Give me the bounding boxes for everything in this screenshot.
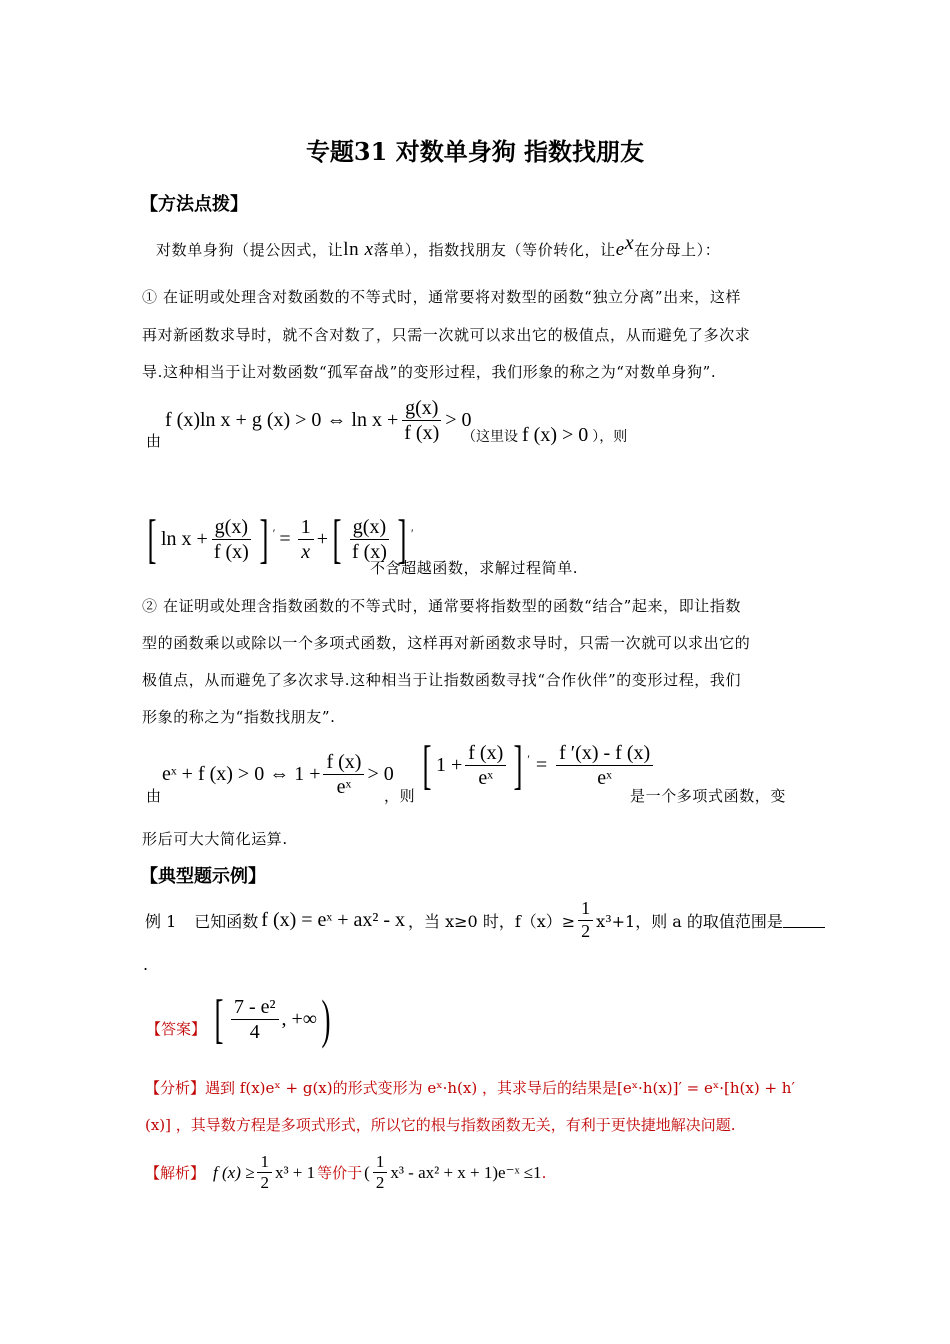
eq2-num: g(x) bbox=[212, 515, 251, 540]
eq3-tail-2: 形后可大大简化运算. bbox=[142, 830, 288, 848]
answer-num: 7 - e² bbox=[231, 995, 279, 1020]
example-half bbox=[578, 898, 593, 942]
eq3-comma: ，则 bbox=[384, 787, 416, 805]
eq2-den: f (x) bbox=[213, 540, 249, 563]
eq1-you: 由 bbox=[146, 432, 162, 450]
p2-line-3: 极值点，从而避免了多次求导.这种相当于让指数函数寻找“合作伙伴”的变形过程，我们 bbox=[142, 671, 742, 689]
solution-label: 【解析】 bbox=[145, 1164, 206, 1183]
answer-interval bbox=[210, 989, 335, 1049]
page-title: 专题31 对数单身狗 指数找朋友 bbox=[305, 137, 645, 166]
eq2-right-bracket-2: ] bbox=[397, 509, 407, 569]
eq1-gt: > 0 bbox=[445, 409, 472, 431]
analysis-line-2: (x)] ，其导数方程是多项式形式，所以它的根与指数函数无关，有利于更快捷地解决问题. bbox=[145, 1116, 736, 1134]
intro-text-b: 落单），指数找朋友（等价转化，让 bbox=[373, 241, 616, 259]
answer-tail: , +∞ bbox=[281, 1007, 318, 1030]
eq3-prime: ′ bbox=[527, 751, 530, 766]
analysis-line-1 bbox=[145, 1077, 795, 1098]
solution-half-2 bbox=[373, 1152, 388, 1194]
eq3-right-bracket: ] bbox=[513, 735, 523, 795]
answer-label: 【答案】 bbox=[146, 1020, 207, 1038]
section-heading-method: 【方法点拨】 bbox=[140, 194, 248, 215]
answer-left-bracket: [ bbox=[214, 989, 224, 1049]
eq1-fraction bbox=[401, 396, 442, 445]
example-half-num: 1 bbox=[578, 898, 593, 921]
solution-half2-den: 2 bbox=[375, 1173, 385, 1193]
p1-line-1: ① 在证明或处理含对数函数的不等式时，通常要将对数型的函数“独立分离”出来，这样 bbox=[142, 288, 742, 306]
eq2-tail: 不含超越函数，求解过程简单. bbox=[370, 559, 579, 577]
eq3-fraction bbox=[323, 750, 364, 799]
eq3-b-den: eˣ bbox=[478, 766, 494, 789]
intro-text-c: 在分母上）： bbox=[634, 241, 721, 259]
eq2-den-2: f (x) bbox=[351, 540, 387, 563]
eq2-plus: + bbox=[316, 527, 328, 550]
analysis-label: 【分析】 bbox=[145, 1079, 206, 1097]
solution-mid: x³ + 1 bbox=[274, 1162, 316, 1182]
equation-1 bbox=[165, 396, 472, 445]
eq2-one-over-x bbox=[298, 515, 314, 564]
eq3-lhs: eˣ + f (x) > 0 ⇔ 1 + bbox=[162, 763, 321, 785]
intro-x: x bbox=[364, 239, 374, 260]
eq3-you: 由 bbox=[146, 787, 162, 805]
eq2-one: 1 bbox=[298, 515, 314, 540]
answer-blank bbox=[783, 913, 825, 928]
example-half-den: 2 bbox=[581, 920, 591, 941]
eq3-eq: = bbox=[535, 753, 548, 776]
section-heading-examples: 【典型题示例】 bbox=[140, 866, 266, 887]
p2-line-1: ② 在证明或处理含指数函数的不等式时，通常要将指数型的函数“结合”起来，即让指数 bbox=[142, 597, 742, 615]
eq3-r-num: f ′(x) - f (x) bbox=[556, 741, 653, 766]
p2-line-4: 形象的称之为“指数找朋友”. bbox=[142, 708, 336, 726]
eq2-eq: = bbox=[279, 527, 291, 550]
eq2-ln: ln x + bbox=[160, 527, 208, 550]
eq3-r-den: eˣ bbox=[597, 766, 612, 789]
intro-e: e bbox=[615, 239, 625, 260]
solution-half bbox=[257, 1152, 272, 1194]
intro-line bbox=[156, 232, 720, 261]
eq1-note-b: ），则 bbox=[592, 428, 628, 445]
p1-line-2: 再对新函数求导时，就不含对数了，只需一次就可以求出它的极值点，从而避免了多次求 bbox=[142, 326, 751, 344]
example-function: f (x) = eˣ + ax² - x bbox=[261, 908, 406, 931]
intro-e-exponent: x bbox=[624, 232, 635, 254]
solution-equiv: 等价于 bbox=[317, 1164, 363, 1183]
eq1-note-a: （这里设 bbox=[462, 428, 518, 445]
eq3-tail-1: 是一个多项式函数，变 bbox=[630, 787, 787, 805]
example-text-a: 已知函数 bbox=[194, 911, 259, 931]
eq3-den: eˣ bbox=[336, 776, 352, 798]
eq3-gt: > 0 bbox=[367, 763, 394, 785]
eq3-left-bracket: [ bbox=[422, 735, 432, 795]
eq3-b-one: 1 + bbox=[435, 753, 463, 776]
eq1-num: g(x) bbox=[402, 396, 441, 421]
intro-text-a: 对数单身狗（提公因式，让 bbox=[156, 241, 344, 259]
eq2-num-2: g(x) bbox=[350, 515, 389, 540]
answer-right-paren: ) bbox=[321, 989, 331, 1049]
example-1 bbox=[145, 898, 825, 942]
equation-3 bbox=[162, 750, 394, 799]
example-label: 例 1 bbox=[145, 911, 177, 931]
equation-3-derivative bbox=[418, 735, 656, 795]
p1-line-3: 导.这种相当于让对数函数“孤军奋战”的变形过程，我们形象的称之为“对数单身狗”. bbox=[142, 363, 717, 381]
solution-open-paren: ( bbox=[364, 1162, 370, 1182]
eq2-right-bracket: ] bbox=[259, 509, 269, 569]
answer-fraction bbox=[231, 995, 279, 1044]
eq2-left-bracket: [ bbox=[147, 509, 157, 569]
solution-half2-num: 1 bbox=[373, 1152, 388, 1173]
example-dot: . bbox=[143, 955, 149, 974]
eq1-den: f (x) bbox=[404, 422, 440, 444]
solution-line bbox=[145, 1152, 546, 1194]
analysis-text-1: 遇到 f(x)eˣ + g(x)的形式变形为 eˣ·h(x) ，其求导后的结果是[eˣ·h(x)]′ = eˣ·[h(x) + h′ bbox=[205, 1079, 795, 1097]
eq2-prime-2: ′ bbox=[410, 525, 414, 540]
eq1-note bbox=[462, 424, 627, 447]
solution-expr: x³ - ax² + x + 1)e⁻ˣ ≤1 bbox=[390, 1162, 542, 1182]
eq3-b-fraction bbox=[465, 741, 506, 790]
eq3-num: f (x) bbox=[323, 750, 364, 775]
eq3-b-num: f (x) bbox=[465, 741, 506, 766]
eq2-x: x bbox=[301, 540, 311, 563]
eq2-left-bracket-2: [ bbox=[332, 509, 342, 569]
solution-half-num: 1 bbox=[257, 1152, 272, 1173]
example-text-c: x³+1，则 a 的取值范围是 bbox=[596, 911, 783, 931]
solution-end: . bbox=[541, 1163, 547, 1182]
solution-half-den: 2 bbox=[260, 1173, 269, 1193]
answer-den: 4 bbox=[249, 1020, 260, 1043]
eq3-r-fraction bbox=[556, 741, 653, 790]
eq2-fraction bbox=[211, 515, 252, 564]
eq1-lhs: f (x)ln x + g (x) > 0 ⇔ ln x + bbox=[165, 409, 399, 431]
example-text-b: ，当 x≥0 时，f（x）≥ bbox=[408, 911, 576, 931]
p2-line-2: 型的函数乘以或除以一个多项式函数，这样再对新函数求导时，只需一次就可以求出它的 bbox=[142, 634, 751, 652]
solution-lhs: f (x) ≥ bbox=[213, 1162, 255, 1182]
eq1-note-f: f (x) > 0 bbox=[522, 424, 589, 446]
eq2-prime: ′ bbox=[272, 525, 276, 540]
intro-ln: ln bbox=[343, 239, 360, 260]
